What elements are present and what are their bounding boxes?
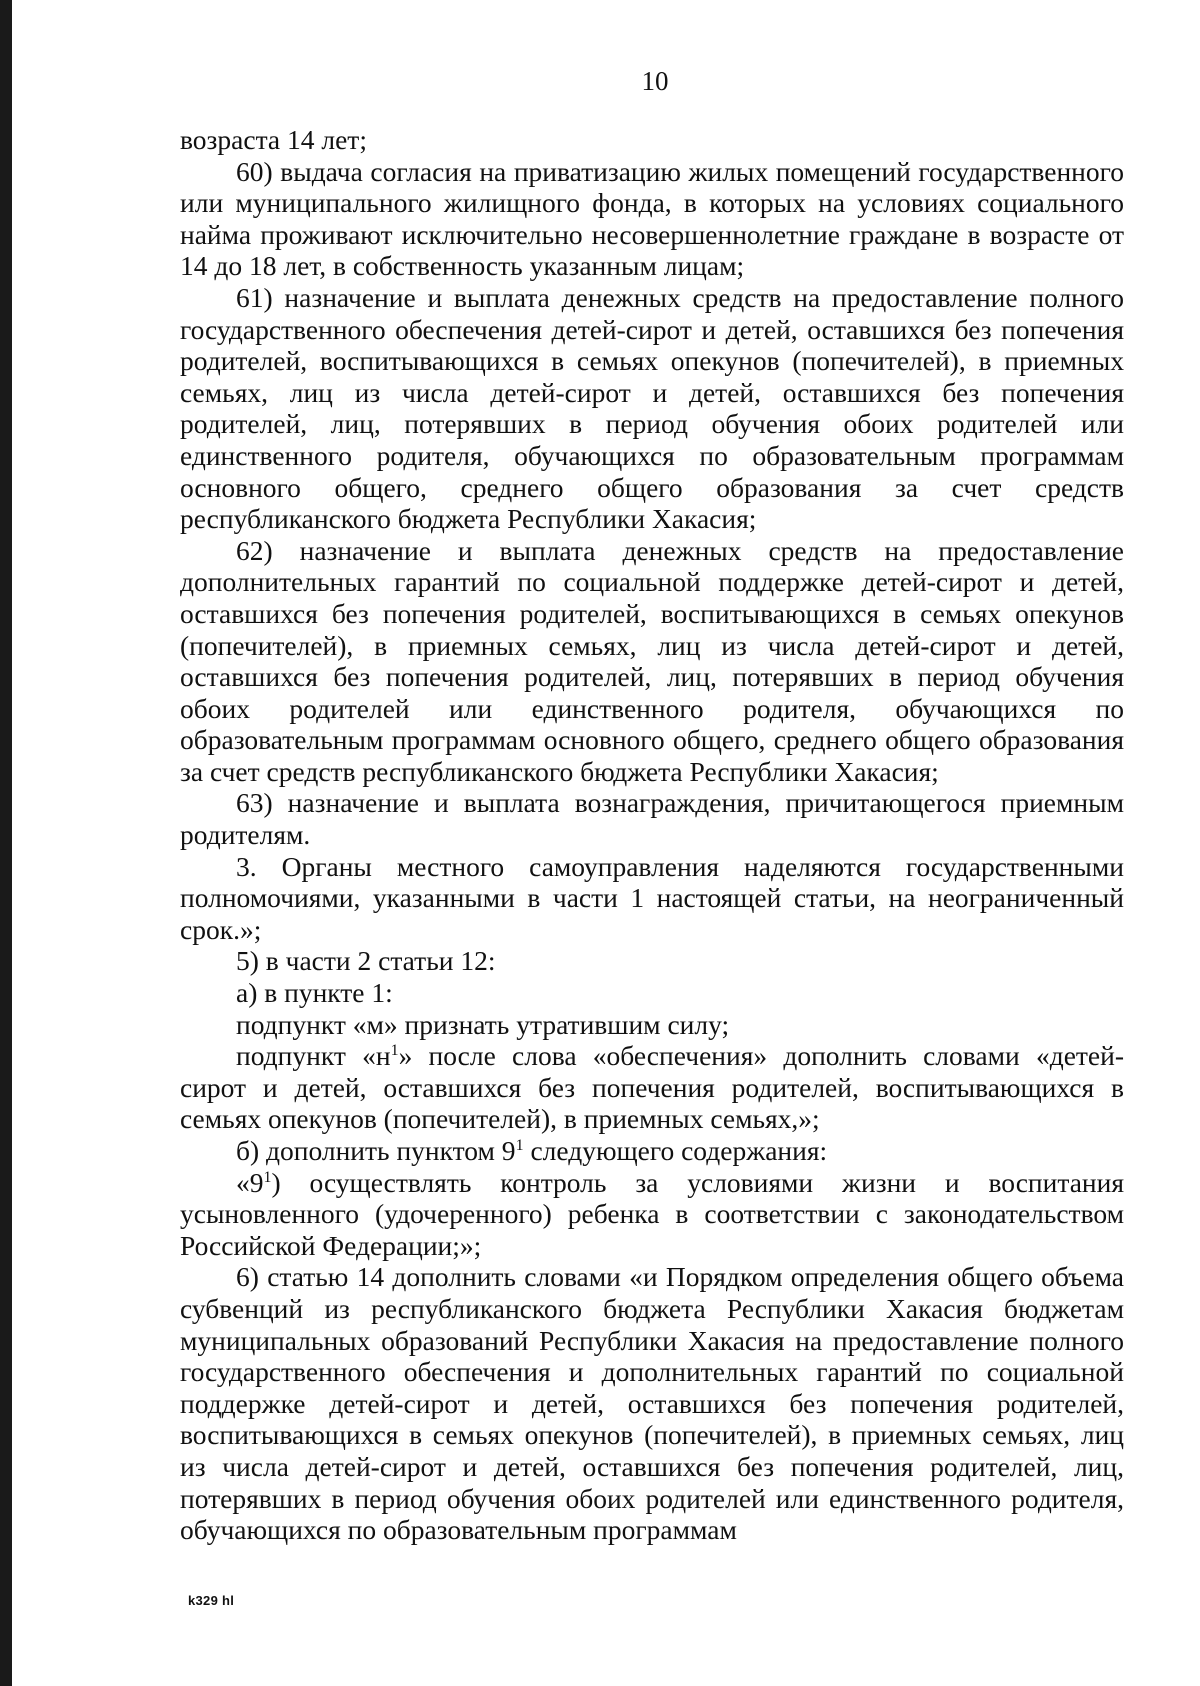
paragraph-item-60: 60) выдача согласия на приватизацию жилых помещений государственного или муниципального жилищного фонда, в которых на условиях социального найма проживают исключительно несовершеннолетние граждане в возрасте от 14 до 18 лет, в собственность указанным лицам; [180,155,1124,282]
paragraph-point-9-1-after: ) осуществлять контроль за условиями жизни и воспитания усыновленного (удочеренного) ребенка в соответствии с законодательством Российской Федерации;»; [180,1166,1124,1261]
paragraph-subpoint-n1 [180,1040,1124,1135]
paragraph-subitem-b [180,1135,1124,1167]
paragraph-item-62: 62) назначение и выплата денежных средств на предоставление дополнительных гарантий по социальной поддержке детей-сирот и детей, оставшихся без попечения родителей, воспитывающихся в семьях опекунов (попечителей), в приемных семьях, лиц из числа детей-сирот и детей, оставшихся без попечения родителей, лиц, потерявших в период обучения обоих родителей или единственного родителя, обучающихся по образовательным программам основного общего, среднего общего образования за счет средств республиканского бюджета Республики Хакасия; [180,534,1124,787]
paragraph-item-6: 6) статью 14 дополнить словами «и Порядком определения общего объема субвенций из республиканского бюджета Республики Хакасия бюджетам муниципальных образований Республики Хакасия на предоставление полного государственного обеспечения и дополнительных гарантий по социальной поддержке детей-сирот и детей, оставшихся без попечения родителей, воспитывающихся в семьях опекунов (попечителей), в приемных семьях, лиц из числа детей-сирот и детей, оставшихся без попечения родителей, лиц, потерявших в период обучения обоих родителей или единственного родителя, обучающихся по образовательным программам [180,1261,1124,1546]
footer-document-code: k329 hl [188,1593,235,1608]
paragraph-item-5: 5) в части 2 статьи 12: [236,945,496,977]
superscript-1: 1 [390,1042,399,1060]
paragraph-point-9-1 [180,1167,1124,1262]
paragraph-point-9-1-before: «9 [236,1166,264,1198]
paragraph-subpoint-n1-before: подпункт «н [236,1040,391,1072]
scan-left-edge [0,0,12,1686]
paragraph-age-14: возраста 14 лет; [180,124,367,155]
paragraph-subpoint-n1-after: » после слова «обеспечения» дополнить словами «детей-сирот и детей, оставшихся без попечения родителей, воспитывающихся в семьях опекунов (попечителей), в приемных семьях,»; [180,1040,1124,1135]
paragraph-item-61: 61) назначение и выплата денежных средств на предоставление полного государственного обеспечения детей-сирот и детей, оставшихся без попечения родителей, воспитывающихся в семьях опекунов (попечителей), в приемных семьях, лиц из числа детей-сирот и детей, оставшихся без попечения родителей, лиц, потерявших в период обучения обоих родителей или единственного родителя, обучающихся по образовательным программам основного общего, среднего общего образования за счет средств республиканского бюджета Республики Хакасия; [180,281,1124,535]
superscript-1: 1 [263,1168,272,1186]
superscript-1: 1 [515,1136,524,1154]
paragraph-item-63: 63) назначение и выплата вознаграждения, причитающегося приемным родителям. [180,787,1124,851]
paragraph-subitem-b-after: следующего содержания: [523,1135,828,1166]
paragraph-subitem-b-before: б) дополнить пунктом 9 [236,1135,516,1166]
page-number: 10 [641,66,669,96]
paragraph-subitem-a: а) в пункте 1: [236,977,393,1009]
paragraph-subpoint-m: подпункт «м» признать утратившим силу; [236,1008,730,1040]
paragraph-part-3: 3. Органы местного самоуправления наделяются государственными полномочиями, указанными в части 1 настоящей статьи, на неограниченный срок.»; [180,850,1124,945]
document-body [180,124,1124,1546]
